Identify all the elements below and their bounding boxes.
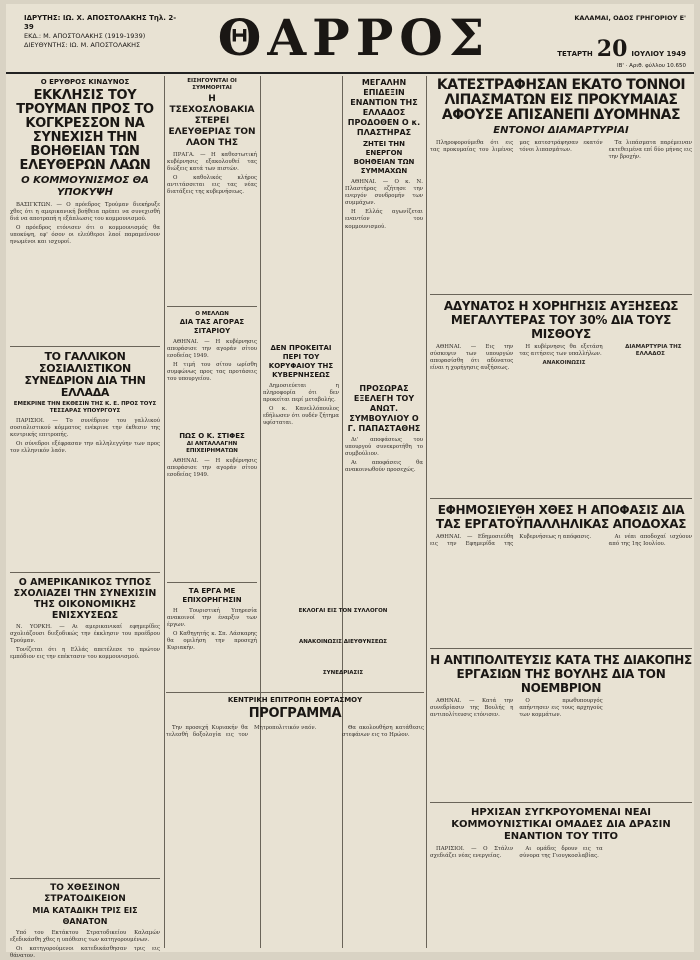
article-body — [167, 608, 257, 653]
article-kicker: Ο ΜΕΛΛΩΝ — [195, 311, 229, 317]
address: ΚΑΛΑΜΑΙ, ΟΔΟΣ ΓΡΗΓΟΡΙΟΥ Ε' — [574, 14, 686, 22]
article-headline: ΤΟ ΓΑΛΛΙΚΟΝ ΣΟΣΙΑΛΙΣΤΙΚΟΝ ΣΥΝΕΔΡΙΟΝ ΔΙΑ ΤΗΝ ΕΛΛΑΔΑ — [24, 350, 146, 399]
paragraph: Η τιμή του σίτου ωρίσθη συμφώνως προς τας προτάσεις του υπουργείου. — [167, 362, 257, 383]
section-rule — [430, 294, 692, 295]
paragraph: Ο Καθηγητής κ. Σπ. Λάσκαρης θα ομιλήση την προσεχή Κυριακήν. — [167, 631, 257, 652]
article-kicker: ΚΕΝΤΡΙΚΗ ΕΠΙΤΡΟΠΗ ΕΟΡΤΑΣΜΟΥ — [227, 696, 363, 704]
article-headline: ΠΩΣ Ο Κ. ΣΤΙΦΕΣ — [179, 432, 245, 440]
section-rule — [166, 692, 424, 693]
article-body — [10, 624, 160, 874]
section-rule — [167, 582, 257, 583]
paragraph: ΑΘΗΝΑΙ. — Κατά την συνεδρίασιν της Βουλής η αντιπολίτευσις ετόνισεν. — [430, 698, 514, 719]
article-headline: ΜΕΓΑΛΗΝ ΕΠΙΔΕΞΙΝ ΕΝΑΝΤΙΟΝ ΤΗΣ ΕΛΛΑΔΟΣ ΠΡΟΔΟΘΕΝ Ο κ. ΠΛΑΣΤΗΡΑΣ — [347, 78, 421, 137]
paragraph: Ο πρόεδρος ετόνισεν ότι ο κομμουνισμός θα υποκύψη, εφ' όσον οι ελεύθεροι λαοί παραμείνουν ηνωμένοι και ισχυροί. — [10, 225, 160, 246]
article-headline: ΠΡΟΓΡΑΜΜΑ — [248, 706, 342, 721]
paragraph: ΠΡΑΓΑ. — Η καθεστωτική κυβέρνησις εξακολουθεί τας διώξεις κατά των πιστών. — [167, 152, 257, 173]
column-3-notices — [263, 604, 423, 704]
masthead — [6, 4, 694, 74]
masthead-right: ΚΑΛΑΜΑΙ, ΟΔΟΣ ΓΡΗΓΟΡΙΟΥ Ε' ΤΕΤΑΡΤΗ 20 ΙΟΥΛΙΟΥ 1949 ΙΒ' · Αριθ. φύλλου 10.650 — [526, 14, 686, 69]
article-subhead: Ο ΚΟΜΜΟΥΝΙΣΜΟΣ ΘΑ ΥΠΟΚΥΨΗ — [21, 175, 149, 198]
article-body — [167, 458, 257, 578]
paragraph: Ο κ. Κανελλόπουλος εδήλωσεν ότι ουδέν ζήτημα υφίσταται. — [263, 406, 339, 427]
paragraph: Αι νέαι αποδοχαί ισχύουν από της 1ης Ιουλίου. — [608, 534, 692, 548]
article-headline: Η ΤΣΕΧΟΣΛΟΒΑΚΙΑ ΣΤΕΡΕΙ ΕΛΕΥΘΕΡΙΑΣ ΤΟΝ ΛΑΟΝ ΤΗΣ — [168, 94, 256, 148]
paragraph: Ο καθολικός κλήρος αντιτάσσεται εις τας νέας διατάξεις της κυβερνήσεως. — [167, 175, 257, 196]
article-body — [167, 339, 257, 429]
paragraph: Δι' αποφάσεως του υπουργού συνεκροτήθη το συμβούλιον. — [345, 437, 423, 458]
column-rule — [426, 76, 427, 948]
article-subhead: ΜΙΑ ΚΑΤΑΔΙΚΗ ΤΡΙΣ ΕΙΣ ΘΑΝΑΤΟΝ — [32, 906, 138, 926]
paragraph: ΑΘΗΝΑΙ. — Ο κ. Ν. Πλαστήρας εζήτησε την ενεργόν συνδρομήν των συμμάχων. — [345, 179, 423, 207]
paragraph: Τα λιπάσματα παρέμειναν εκτεθειμένα επί δύο μήνας εις την βροχήν. — [608, 140, 692, 161]
year-number: ΙΒ' — [616, 63, 624, 69]
paragraph: Η κυβέρνησις θα εξετάση τας αιτήσεις των υπαλλήλων. — [519, 344, 603, 358]
article-body — [10, 202, 160, 342]
notice-heading: ΕΚΛΟΓΑΙ ΕΙΣ ΤΟΝ ΣΥΛΛΟΓΟΝ — [298, 608, 388, 614]
column-3-mid — [345, 384, 423, 504]
weekday: ΤΕΤΑΡΤΗ — [557, 50, 593, 58]
paragraph: ΑΘΗΝΑΙ. — Η κυβέρνησις απεφάσισε την αγοράν σίτου εσοδείας 1949. — [167, 339, 257, 360]
article-body — [10, 418, 160, 568]
section-rule — [10, 346, 160, 347]
article-subhead: ΔΙ ΑΝΤΑΛΛΑΓΗΝ ΕΠΙΧΕΙΡΗΜΑΤΩΝ — [186, 441, 238, 454]
paragraph: ΑΘΗΝΑΙ. — Η κυβέρνησις απεφάσισε την αγοράν σίτου εσοδείας 1949. — [167, 458, 257, 479]
article-body — [430, 846, 692, 860]
article-headline: Ο ΑΜΕΡΙΚΑΝΙΚΟΣ ΤΥΠΟΣ ΣΧΟΛΙΑΖΕΙ ΤΗΝ ΣΥΝΕΧΙΣΙΝ ΤΗΣ ΟΙΚΟΝΟΜΙΚΗΣ ΕΝΙΣΧΥΣΕΩΣ — [13, 577, 157, 621]
article-kicker: ΕΙΣΗΓΟΥΝΤΑΙ ΟΙ ΣΥΜΜΟΡΙΤΑΙ — [187, 78, 237, 91]
paragraph: Οι κατηγορούμενοι κατεδικάσθησαν τρις εις θάνατον. — [10, 946, 160, 960]
article-headline: ΠΡΟΣΩΡΑΣ ΕΞΕΛΕΓΗ ΤΟΥ ΑΝΩΤ. ΣΥΜΒΟΥΛΙΟΥ Ο Γ. ΠΑΠΑΣΤΑΘΗΣ — [347, 384, 421, 433]
paragraph: ΠΑΡΙΣΙΟΙ. — Το συνέδριον του γαλλικού σοσιαλιστικού κόμματος ενέκρινε την έκθεσιν της κεντρικής επιτροπής. — [10, 418, 160, 439]
article-body — [166, 725, 424, 739]
founder-phone: Τηλ. 2-39 — [24, 14, 177, 31]
article-headline: ΤΟ ΧΘΕΣΙΝΟΝ ΣΤΡΑΤΟΔΙΚΕΙΟΝ — [44, 883, 126, 904]
article-subhead: ΕΝΤΟΝΟΙ ΔΙΑΜΑΡΤΥΡΙΑΙ — [493, 125, 629, 136]
article-body — [345, 437, 423, 474]
center-program — [166, 696, 424, 946]
article-kicker: Ο ΕΡΥΘΡΟΣ ΚΙΝΔΥΝΟΣ — [40, 78, 130, 86]
issue-number: Αριθ. φύλλου 10.650 — [629, 63, 686, 69]
paragraph: Η Τουριστική Υπηρεσία ανακοινοί την έναρξιν των έργων. — [167, 608, 257, 629]
article-headline: ΕΦΗΜΟΣΙΕΥΘΗ ΧΘΕΣ Η ΑΠΟΦΑΣΙΣ ΔΙΑ ΤΑΣ ΕΡΓΑΤΟΫΠΑΛΛΗΛΙΚΑΣ ΑΠΟΔΟΧΑΣ — [435, 503, 687, 531]
section-rule — [430, 498, 692, 499]
paragraph: Δημοσιεύεται η πληροφορία ότι δεν προκείται περί μεταβολής. — [263, 383, 339, 404]
article-subhead: ΖΗΤΕΙ ΤΗΝ ΕΝΕΡΓΟΝ ΒΟΗΘΕΙΑΝ ΤΩΝ ΣΥΜΜΑΧΩΝ — [353, 140, 415, 175]
director: ΔΙΕΥΘΥΝΤΗΣ: ΙΩ. Μ. ΑΠΟΣΤΟΛΑΚΗΣ — [24, 41, 141, 49]
paragraph: Ο πρωθυπουργός απήντησεν εις τους αρχηγούς των κομμάτων. — [519, 698, 603, 719]
notice-heading: ΣΥΝΕΔΡΙΑΣΙΣ — [322, 670, 364, 676]
founder: ΙΔΡΥΤΗΣ: ΙΩ. Χ. ΑΠΟΣΤΟΛΑΚΗΣ — [24, 14, 147, 22]
article-body — [345, 179, 423, 231]
column-1 — [10, 78, 160, 960]
article-kicker — [263, 78, 339, 85]
notice-heading: ΑΝΑΚΟΙΝΩΣΙΣ ΔΙΕΥΘΥΝΣΕΩΣ — [298, 639, 388, 645]
column-rule — [164, 76, 165, 948]
section-rule — [10, 572, 160, 573]
article-body — [167, 152, 257, 302]
article-subhead: ΕΜΕΚΡΙΝΕ ΤΗΝ ΕΚΘΕΣΙΝ ΤΗΣ Κ. Ε. ΠΡΟΣ ΤΟΥΣ ΤΕΣΣΑΡΑΣ ΥΠΟΥΡΓΟΥΣ — [13, 401, 157, 414]
paragraph: ΠΑΡΙΣΙΟΙ. — Ο Στάλιν σχεδιάζει νέας ενεργείας. — [430, 846, 514, 860]
article-headline: ΑΔΥΝΑΤΟΣ Η ΧΟΡΗΓΗΣΙΣ ΑΥΞΗΣΕΩΣ ΜΕΓΑΛΥΤΕΡΑΣ ΤΟΥ 30% ΔΙΑ ΤΟΥΣ ΜΙΣΘΟΥΣ — [443, 299, 679, 341]
paragraph: Η Ελλάς αγωνίζεται εναντίον του κομμουνισμού. — [345, 209, 423, 230]
article-headline: ΤΑ ΕΡΓΑ ΜΕ ΕΠΙΧΟΡΗΓΗΣΙΝ — [182, 587, 242, 604]
article-body — [430, 534, 692, 644]
paragraph: Ν. ΥΟΡΚΗ. — Αι αμερικανικαί εφημερίδες σχολιάζουσι διεξοδικώς την έκκλησιν του προέδρου Τρούμαν. — [10, 624, 160, 645]
paragraph: Αι ομάδες δρουν εις τα σύνορα της Γιουγκοσλαβίας. — [519, 846, 603, 860]
section-rule — [167, 306, 257, 307]
article-headline: ΚΑΤΕΣΤΡΑΦΗΣΑΝ ΕΚΑΤΟ ΤΟΝΝΟΙ ΛΙΠΑΣΜΑΤΩΝ ΕΙΣ ΠΡΟΚΥΜΑΙΑΣ ΑΦΟΥΣΕ ΑΠΙΣΑΝΕΠΙ ΔΥΟΜΗΝΑΣ — [436, 77, 686, 123]
column-3-left — [263, 344, 339, 614]
paragraph: ΑΘΗΝΑΙ. — Εις την σύσκεψιν των υπουργών απεφασίσθη ότι αδύνατος είναι η χορήγησις αυξήσεως. — [430, 344, 514, 372]
column-4 — [430, 78, 692, 948]
article-headline: Η ΑΝΤΙΠΟΛΙΤΕΥΣΙΣ ΚΑΤΑ ΤΗΣ ΔΙΑΚΟΠΗΣ ΕΡΓΑΣΙΩΝ ΤΗΣ ΒΟΥΛΗΣ ΔΙΑ ΤΟΝ ΝΟΕΜΒΡΙΟΝ — [430, 653, 692, 695]
paragraph: ΑΘΗΝΑΙ. — Εδημοσιεύθη εις την Εφημερίδα της Κυβερνήσεως η απόφασις. — [430, 534, 592, 548]
paragraph: Την προσεχή Κυριακήν θα τελεσθή δοξολογία εις τον Μητροπολιτικόν ναόν. — [166, 725, 317, 739]
section-label: ΑΝΑΚΟΙΝΩΣΙΣ — [542, 360, 586, 367]
article-headline: ΕΚΚΛΗΣΙΣ ΤΟΥ ΤΡΟΥΜΑΝ ΠΡΟΣ ΤΟ ΚΟΓΚΡΕΣΣΟΝ ΝΑ ΣΥΝΕΧΙΣΗ ΤΗΝ ΒΟΗΘΕΙΑΝ ΤΩΝ ΕΛΕΥΘΕΡΩΝ ΛΑΩΝ — [16, 88, 154, 173]
paragraph: Πληροφορούμεθα ότι εις τας προκυμαίας του λιμένος μας κατεστράφησαν εκατόν τόνοι λιπασμάτων. — [430, 140, 603, 154]
article-body — [263, 383, 339, 428]
newspaper-page — [6, 4, 694, 960]
section-rule — [430, 648, 692, 649]
section-rule — [430, 802, 692, 803]
editor: ΕΚΔ.: Μ. ΑΠΟΣΤΟΛΑΚΗΣ (1919-1939) — [24, 32, 146, 40]
month-year: ΙΟΥΛΙΟΥ 1949 — [631, 50, 686, 58]
paragraph: Υπό του Εκτάκτου Στρατοδικείου Καλαμών εξεδικάσθη χθες η υπόθεσις των κατηγορουμένων. — [10, 930, 160, 944]
paragraph: Αι αποφάσεις θα ανακοινωθούν προσεχώς. — [345, 460, 423, 474]
newspaper-title: ΘΑΡΡΟΣ — [217, 8, 491, 67]
paragraph: Θα ακολουθήση κατάθεσις στεφάνων εις το Ηρώον. — [342, 725, 424, 739]
article-body — [430, 698, 692, 798]
article-headline: ΔΙΑ ΤΑΣ ΑΓΟΡΑΣ ΣΙΤΑΡΙΟΥ — [179, 318, 245, 335]
paragraph: ΒΑΣΙΓΚΤΩΝ. — Ο πρόεδρος Τρούμαν διεκήρυξε χθες ότι η αμερικανική βοήθεια πρέπει να συνεχισθή διά να αποτραπή η εξάπλωσις του κομμουνισμού. — [10, 202, 160, 223]
paragraph: Τονίζεται ότι η Ελλάς απετέλεσε το πρώτον εμπόδιον εις την επέκτασιν του κομμουνισμού. — [10, 647, 160, 661]
masthead-left — [24, 14, 184, 50]
section-rule — [10, 878, 160, 879]
article-body — [430, 140, 692, 290]
section-label: ΔΙΑΜΑΡΤΥΡΙΑ ΤΗΣ ΕΛΛΑΔΟΣ — [625, 344, 682, 357]
paragraph: Οι σύνεδροι εξέφρασαν την αλληλεγγύην των προς τον ελληνικόν λαόν. — [10, 441, 160, 455]
article-body — [430, 344, 692, 494]
article-body — [10, 930, 160, 960]
article-headline: ΔΕΝ ΠΡΟΚΕΙΤΑΙ ΠΕΡΙ ΤΟΥ ΚΟΡΥΦΑΙΟΥ ΤΗΣ ΚΥΒΕΡΝΗΣΕΩΣ — [268, 344, 334, 379]
column-3-top — [345, 78, 423, 348]
article-headline: ΗΡΧΙΣΑΝ ΣΥΓΚΡΟΥΟΜΕΝΑΙ ΝΕΑΙ ΚΟΜΜΟΥΝΙΣΤΙΚΑΙ ΟΜΑΔΕΣ ΔΙΑ ΔΡΑΣΙΝ ΕΝΑΝΤΙΟΝ ΤΟΥ ΤΙΤΟ — [451, 807, 671, 842]
day-number: 20 — [596, 36, 628, 62]
dateline — [526, 36, 686, 62]
